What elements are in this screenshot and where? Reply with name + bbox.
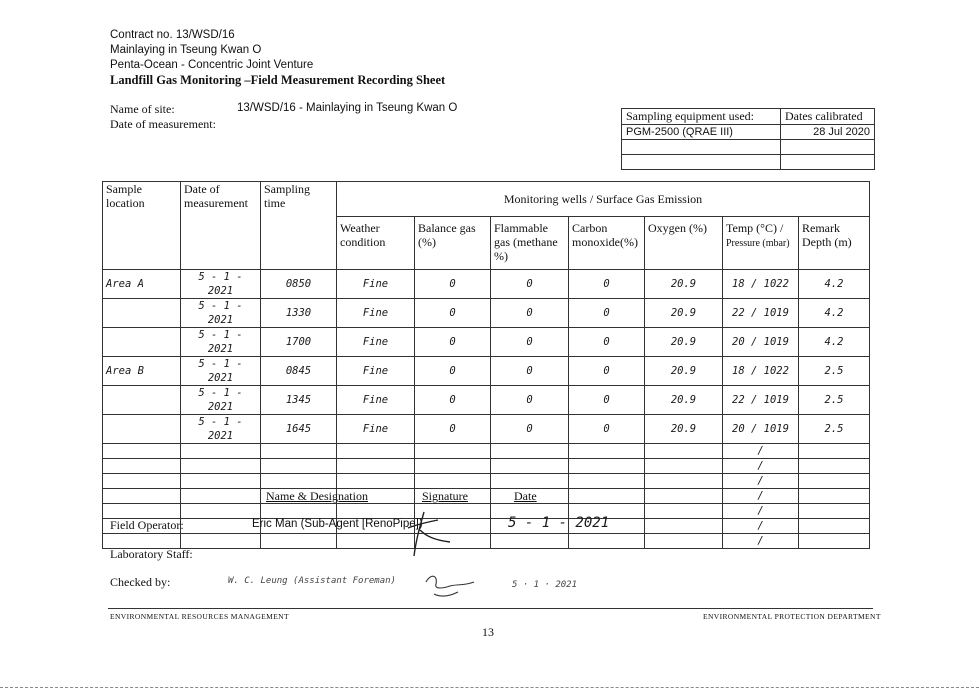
header-carbon-monoxide: Carbon monoxide(%) (569, 217, 645, 270)
cell-oxygen (645, 504, 723, 519)
cell-time: 0845 (261, 357, 337, 386)
table-row (103, 386, 870, 415)
table-row (103, 534, 870, 549)
cell-carbon-monoxide: 0 (569, 415, 645, 444)
cell-balance-gas: 0 (415, 357, 491, 386)
cell-date: 5 - 1 - 2021 (181, 386, 261, 415)
checked-by-label: Checked by: (110, 575, 171, 589)
cell-temp-pressure: 22 / 1019 (723, 386, 799, 415)
cell-oxygen (645, 519, 723, 534)
cell-temp-pressure: 20 / 1019 (723, 328, 799, 357)
cell-oxygen (645, 459, 723, 474)
site-name-value: 13/WSD/16 - Mainlaying in Tseung Kwan O (237, 102, 458, 114)
cell-flammable-gas (491, 444, 569, 459)
cell-location: Area B (103, 357, 181, 386)
equipment-value: PGM-2500 (QRAE III) (622, 125, 781, 140)
calibrated-value: 28 Jul 2020 (781, 125, 875, 140)
calibrated-header: Dates calibrated (781, 109, 875, 125)
monitoring-table (102, 181, 870, 549)
cell-remark (799, 504, 870, 519)
cell-time (261, 504, 337, 519)
cell-date (181, 459, 261, 474)
checked-by-date: 5 · 1 · 2021 (512, 580, 578, 590)
laboratory-staff-label: Laboratory Staff: (110, 547, 193, 561)
cell-time: 1645 (261, 415, 337, 444)
checked-by-name: W. C. Leung (Assistant Foreman) (228, 576, 396, 586)
calibrated-empty-cell (781, 140, 875, 155)
cell-weather: Fine (337, 270, 415, 299)
cell-remark: 2.5 (799, 386, 870, 415)
cell-carbon-monoxide (569, 489, 645, 504)
cell-temp-pressure: / (723, 444, 799, 459)
cell-location: Area A (103, 270, 181, 299)
footer-right: ENVIRONMENTAL PROTECTION DEPARTMENT (703, 612, 881, 621)
cell-oxygen: 20.9 (645, 328, 723, 357)
cell-remark (799, 519, 870, 534)
header-temp-pressure (723, 217, 799, 270)
header-temp: Temp (°C) / (726, 221, 784, 235)
cell-carbon-monoxide: 0 (569, 270, 645, 299)
table-row (103, 504, 870, 519)
cell-balance-gas: 0 (415, 415, 491, 444)
table-row (103, 444, 870, 459)
cell-location (103, 459, 181, 474)
cell-temp-pressure: / (723, 459, 799, 474)
table-row (103, 489, 870, 504)
cell-balance-gas (415, 459, 491, 474)
cell-oxygen (645, 444, 723, 459)
cell-flammable-gas (491, 534, 569, 549)
site-labels (110, 102, 216, 132)
contract-number: Contract no. 13/WSD/16 (110, 29, 235, 41)
cell-temp-pressure: 20 / 1019 (723, 415, 799, 444)
table-row (103, 415, 870, 444)
page-number: 13 (482, 625, 494, 639)
header-group: Monitoring wells / Surface Gas Emission (337, 182, 870, 217)
cell-temp-pressure: / (723, 519, 799, 534)
cell-oxygen: 20.9 (645, 386, 723, 415)
field-operator-date: 5 - 1 - 2021 (508, 515, 610, 531)
cell-weather: Fine (337, 415, 415, 444)
cell-remark (799, 534, 870, 549)
cell-flammable-gas: 0 (491, 299, 569, 328)
cell-location (103, 444, 181, 459)
header-date: Date of measurement (181, 182, 261, 270)
header-remark: Remark Depth (m) (799, 217, 870, 270)
cell-balance-gas (415, 474, 491, 489)
checked-by-signature (420, 568, 480, 602)
cell-oxygen: 20.9 (645, 270, 723, 299)
cell-location (103, 504, 181, 519)
cell-temp-pressure: 22 / 1019 (723, 299, 799, 328)
cell-remark: 4.2 (799, 328, 870, 357)
cell-carbon-monoxide: 0 (569, 386, 645, 415)
cell-remark: 2.5 (799, 357, 870, 386)
cell-date: 5 - 1 - 2021 (181, 299, 261, 328)
cell-carbon-monoxide: 0 (569, 328, 645, 357)
cell-oxygen (645, 534, 723, 549)
field-operator-signature (394, 506, 464, 562)
cell-time: 1330 (261, 299, 337, 328)
cell-temp-pressure: / (723, 474, 799, 489)
cell-balance-gas: 0 (415, 328, 491, 357)
cell-date (181, 444, 261, 459)
measurement-date-label: Date of measurement: (110, 117, 216, 131)
cell-temp-pressure: / (723, 489, 799, 504)
cell-remark (799, 444, 870, 459)
cell-temp-pressure: 18 / 1022 (723, 357, 799, 386)
header-weather: Weather condition (337, 217, 415, 270)
calibrated-empty-cell (781, 155, 875, 170)
equipment-empty-cell (622, 155, 781, 170)
cell-flammable-gas (491, 474, 569, 489)
document-header (110, 28, 445, 88)
cell-remark (799, 459, 870, 474)
site-name-label: Name of site: (110, 102, 175, 116)
cell-weather: Fine (337, 299, 415, 328)
cell-weather: Fine (337, 357, 415, 386)
cell-flammable-gas: 0 (491, 357, 569, 386)
cell-balance-gas: 0 (415, 386, 491, 415)
footer-rule (108, 608, 873, 609)
cell-oxygen: 20.9 (645, 299, 723, 328)
cell-oxygen (645, 474, 723, 489)
header-balance-gas: Balance gas (%) (415, 217, 491, 270)
cell-date: 5 - 1 - 2021 (181, 328, 261, 357)
project-name: Mainlaying in Tseung Kwan O (110, 44, 262, 56)
cell-remark (799, 474, 870, 489)
cell-carbon-monoxide (569, 459, 645, 474)
footer-left: ENVIRONMENTAL RESOURCES MANAGEMENT (110, 612, 289, 621)
cell-date: 5 - 1 - 2021 (181, 270, 261, 299)
signature-heading: Signature (422, 489, 468, 503)
cell-oxygen: 20.9 (645, 357, 723, 386)
table-row (103, 519, 870, 534)
cell-flammable-gas (491, 459, 569, 474)
cell-time (261, 534, 337, 549)
cell-balance-gas (415, 444, 491, 459)
cell-remark: 4.2 (799, 270, 870, 299)
equipment-header: Sampling equipment used: (622, 109, 781, 125)
cell-oxygen (645, 489, 723, 504)
cell-date (181, 474, 261, 489)
cell-flammable-gas: 0 (491, 415, 569, 444)
cell-remark: 4.2 (799, 299, 870, 328)
header-time: Sampling time (261, 182, 337, 270)
header-oxygen: Oxygen (%) (645, 217, 723, 270)
cell-location (103, 386, 181, 415)
cell-location (103, 328, 181, 357)
cell-oxygen: 20.9 (645, 415, 723, 444)
cell-weather (337, 474, 415, 489)
cell-time: 1345 (261, 386, 337, 415)
scan-edge-line (0, 687, 979, 688)
name-designation-heading: Name & Designation (266, 489, 368, 503)
cell-carbon-monoxide (569, 444, 645, 459)
cell-remark: 2.5 (799, 415, 870, 444)
equipment-table (621, 108, 875, 170)
cell-location (103, 474, 181, 489)
cell-weather (337, 459, 415, 474)
table-row (103, 328, 870, 357)
cell-date (181, 489, 261, 504)
table-row (103, 357, 870, 386)
table-row (103, 459, 870, 474)
cell-remark (799, 489, 870, 504)
cell-temp-pressure: 18 / 1022 (723, 270, 799, 299)
sheet-title: Landfill Gas Monitoring –Field Measurement Recording Sheet (110, 73, 446, 87)
cell-carbon-monoxide (569, 474, 645, 489)
cell-carbon-monoxide: 0 (569, 357, 645, 386)
cell-carbon-monoxide (569, 534, 645, 549)
cell-weather: Fine (337, 386, 415, 415)
cell-balance-gas: 0 (415, 299, 491, 328)
cell-carbon-monoxide: 0 (569, 299, 645, 328)
date-heading: Date (514, 489, 537, 503)
cell-flammable-gas: 0 (491, 386, 569, 415)
table-row (103, 270, 870, 299)
header-sample-location: Sample location (103, 182, 181, 270)
cell-time: 1700 (261, 328, 337, 357)
cell-location (103, 415, 181, 444)
table-row (103, 474, 870, 489)
field-operator-label: Field Operator: (110, 518, 184, 532)
equipment-empty-cell (622, 140, 781, 155)
cell-balance-gas: 0 (415, 270, 491, 299)
cell-flammable-gas: 0 (491, 270, 569, 299)
cell-date: 5 - 1 - 2021 (181, 357, 261, 386)
header-pressure: Pressure (mbar) (726, 238, 790, 249)
cell-temp-pressure: / (723, 534, 799, 549)
cell-weather: Fine (337, 328, 415, 357)
cell-weather (337, 444, 415, 459)
cell-date (181, 519, 261, 534)
cell-time (261, 459, 337, 474)
cell-date (181, 504, 261, 519)
cell-location (103, 489, 181, 504)
field-operator-name: Eric Man (Sub-Agent [RenoPipe]) (252, 518, 423, 530)
cell-time (261, 444, 337, 459)
contractor-name: Penta-Ocean - Concentric Joint Venture (110, 59, 314, 71)
cell-time: 0850 (261, 270, 337, 299)
cell-date: 5 - 1 - 2021 (181, 415, 261, 444)
cell-location (103, 299, 181, 328)
cell-flammable-gas: 0 (491, 328, 569, 357)
table-row (103, 299, 870, 328)
cell-time (261, 474, 337, 489)
cell-temp-pressure: / (723, 504, 799, 519)
header-flammable-gas: Flammable gas (methane %) (491, 217, 569, 270)
